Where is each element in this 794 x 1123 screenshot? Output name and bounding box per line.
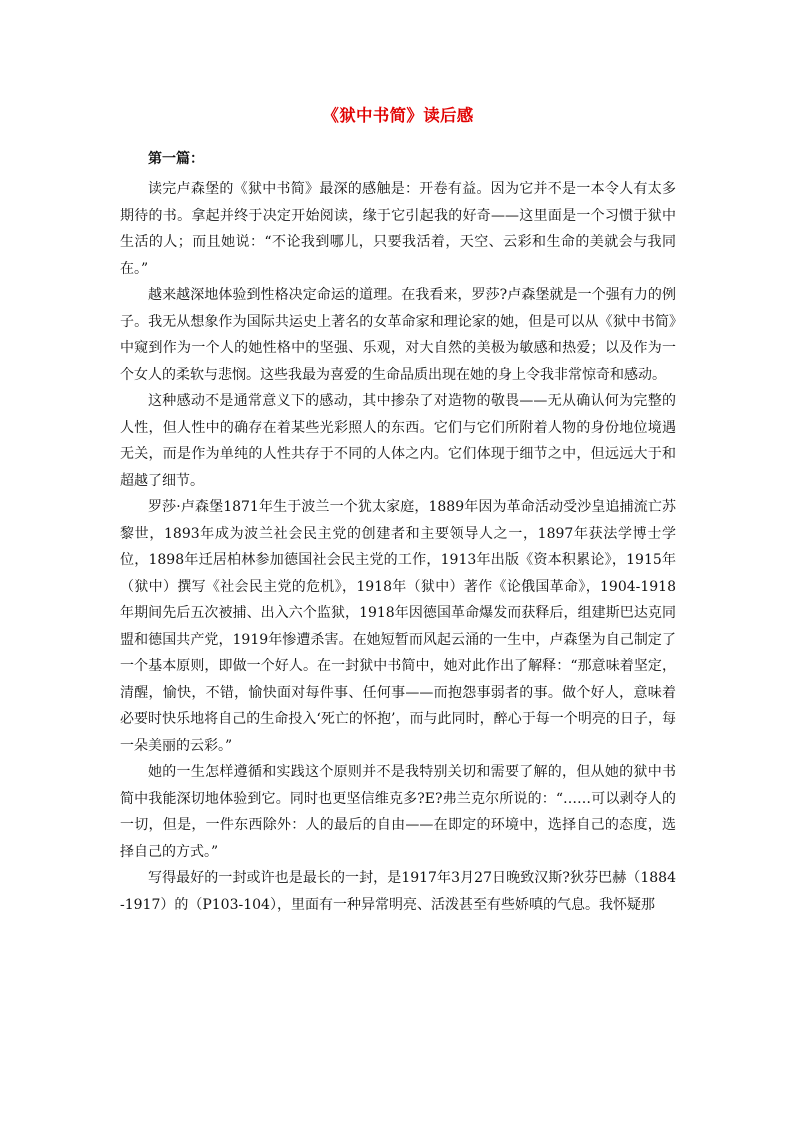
document-page <box>120 104 676 918</box>
paragraph-3: 这种感动不是通常意义下的感动，其中掺杂了对造物的敬畏——无从确认何为完整的人性，但人性中的确存在着某些光彩照人的东西。它们与它们所附着人物的身份地位境遇无关，而是作为单纯的人性共存于不同的人体之内。它们体现于细节之中，但远远大于和超越了细节。 <box>120 393 676 489</box>
paragraph-6: 写得最好的一封或许也是最长的一封，是1917年3月27日晚致汉斯?狄芬巴赫（1884-1917）的（P103-104），里面有一种异常明亮、活泼甚至有些娇嗔的气息。我怀疑那 <box>120 870 676 913</box>
paragraph-2: 越来越深地体验到性格决定命运的道理。在我看来，罗莎?卢森堡就是一个强有力的例子。我无从想象作为国际共运史上著名的女革命家和理论家的她，但是可以从《狱中书简》中窥到作为一个人的她性格中的坚强、乐观，对大自然的美极为敏感和热爱；以及作为一个女人的柔软与悲悯。这些我最为喜爱的生命品质出现在她的身上令我非常惊奇和感动。 <box>120 287 676 383</box>
section-heading: 第一篇： <box>148 151 204 167</box>
document-title: 《狱中书简》读后感 <box>322 106 474 125</box>
paragraph-4: 罗莎·卢森堡1871年生于波兰一个犹太家庭，1889年因为革命活动受沙皇追捕流亡苏黎世，1893年成为波兰社会民主党的创建者和主要领导人之一，1897年获法学博士学位，1898年迁居柏林参加德国社会民主党的工作，1913年出版《资本积累论》，1915年（狱中）撰写《社会民主党的危机》，1918年（狱中）著作《论俄国革命》，1904-1918年期间先后五次被捕、出入六个监狱，1918年因德国革命爆发而获释后，组建斯巴达克同盟和德国共产党，1919年惨遭杀害。在她短暂而风起云涌的一生中，卢森堡为自己制定了一个基本原则，即做一个好人。在一封狱中书简中，她对此作出了解释：“那意味着坚定，清醒，愉快，不错，愉快面对每件事、任何事——而抱怨事弱者的事。做个好人，意味着必要时快乐地将自己的生命投入‘死亡的怀抱’，而与此同时，醉心于每一个明亮的日子，每一朵美丽的云彩。” <box>120 499 676 754</box>
paragraph-5: 她的一生怎样遵循和实践这个原则并不是我特别关切和需要了解的，但从她的狱中书简中我能深切地体验到它。同时也更坚信维克多?E?弗兰克尔所说的：“……可以剥夺人的一切，但是，一件东西除外：人的最后的自由——在即定的环境中，选择自己的态度，选择自己的方式。” <box>120 764 676 860</box>
paragraph-1: 读完卢森堡的《狱中书简》最深的感触是：开卷有益。因为它并不是一本令人有太多期待的书。拿起并终于决定开始阅读，缘于它引起我的好奇——这里面是一个习惯于狱中生活的人；而且她说：“不论我到哪儿，只要我活着，天空、云彩和生命的美就会与我同在。” <box>120 181 676 277</box>
